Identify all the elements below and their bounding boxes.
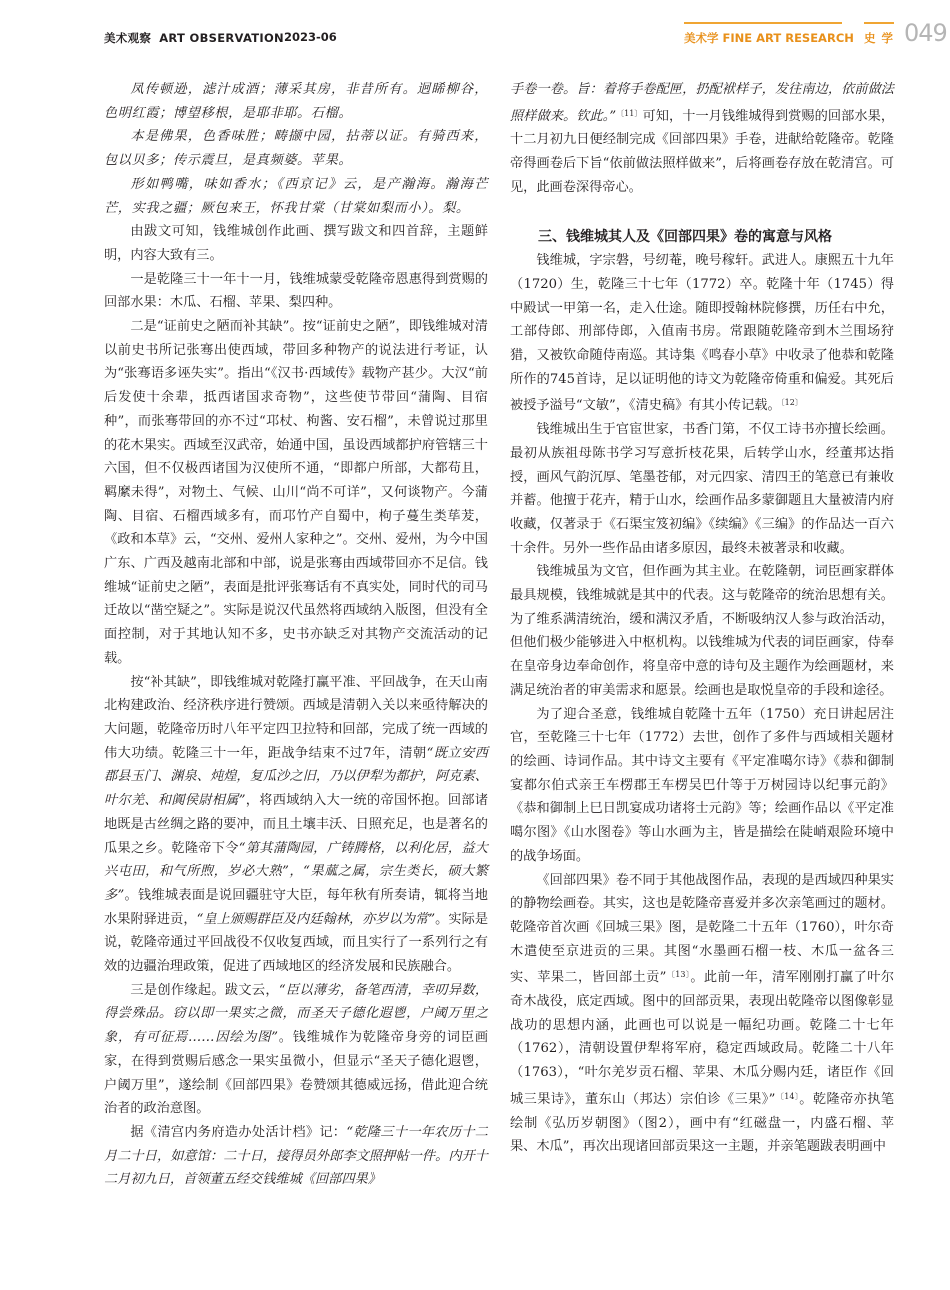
text-run: 三是创作缘起。跋文云， — [130, 982, 279, 998]
right-column — [510, 78, 894, 1159]
paragraph: 钱维城出生于官宦世家，书香门第，不仅工诗书亦擅长绘画。最初从族祖母陈书学习写意折枝花果，后转学山水，经董邦达指授，画风气韵沉厚、笔墨苍郁，对元四家、清四王的笔意已有兼收并蓄。他擅于花卉，精于山水，绘画作品多蒙御题且大量被清内府收藏，仅著录于《石渠宝笈初编》《续编》《三编》的作品达一百六十余件。另外一些作品由诸多原因，最终未被著录和收藏。 — [510, 422, 894, 556]
quotation: “乾隆三十一年农历十二月二十日，如意馆：二十日，接得员外郎李文照押帖一件。内开十二月初九日，首领董五经交钱维城《回部四果》 — [104, 1124, 488, 1188]
header-rule — [684, 22, 842, 24]
issue-date: 2023-06 — [284, 30, 337, 44]
header-rule-short — [864, 22, 894, 24]
page-number: 049 — [904, 19, 947, 47]
journal-title-en: ART OBSERVATION — [159, 31, 284, 45]
text-run: 可知，十一月钱维城得到赏赐的回部水果，十二月初九日便经制完成《回部四果》手卷，进献给乾隆帝。乾隆帝得画卷后下旨“依前做法照样做来”，后将画卷存放在乾清宫。可见，此画卷深得帝心。 — [510, 108, 895, 195]
quotation: “第其蒲陶园，广铸腾格，以利化居，益大兴屯田，和气所煦，岁必大熟”，“果蓏之属，宗生类长，硕大繁多” — [104, 840, 488, 903]
poem-apple: 本是佛果，色香味胜；畴撷中园，拈蒂以证。有骑西来，包以贝多；传示震旦，是真频婆。苹果。 — [104, 129, 488, 169]
section-label: 美术学 FINE ART RESEARCH — [684, 31, 854, 45]
page-header — [0, 0, 950, 60]
footnote-ref: 〔11〕 — [616, 108, 643, 118]
text-run: 。此前一年，清军刚刚打赢了叶尔奇木战役，底定西域。图中的回部贡果，表现出乾隆帝以图像彰显战功的思想内涵，此画也可以说是一幅纪功画。乾隆二十七年（1762），清朝设置伊犁将军府，稳定西域政局。乾隆二十八年（1763），“叶尔羌岁贡石榴、苹果、木瓜分赐内廷，诸臣作《回城三果诗》，董东山（邦达）宗伯诊《三果》” — [510, 970, 895, 1107]
text-run: ，将西域纳入大一统的帝国怀抱。回部诸地既是古丝绸之路的要冲，而且土壤丰沃、日照充足，也是著名的瓜果之乡。乾隆帝下令 — [104, 793, 489, 856]
journal-title — [104, 30, 292, 46]
text-run: 。钱维城表面是说回疆驻守大臣，每年秋有所奏请，辄将当地水果附驿进贡， — [104, 887, 488, 927]
left-column — [104, 78, 488, 1192]
quotation: “皇上颁赐群臣及内廷翰林，亦岁以为常” — [196, 911, 436, 927]
text-run: 按“补其缺”，即钱维城对乾隆打赢平准、平回战争，在天山南北构建政治、经济秩序进行赞颂。西域是清朝入关以来亟待解决的大问题，乾隆帝历时八年平定四卫拉特和回部，完成了统一西域的伟大功绩。乾隆三十一年，距战争结束不过7年，清朝 — [104, 674, 488, 761]
text-run: 《回部四果》卷不同于其他战图作品，表现的是西域四种果实的静物绘画卷。其实，这也是乾隆帝喜爱并多次亲笔画过的题材。乾隆帝首次画《回城三果》图，是乾隆二十五年（1760），叶尔奇木遣使至京进贡的三果。其图“水墨画石榴一枝、木瓜一盆各三实、苹果二，皆回部土贡” — [510, 872, 894, 986]
paragraph: 二是“证前史之陋而补其缺”。按“证前史之陋”，即钱维城对清以前史书所记张骞出使西域，带回多种物产的说法进行考证，认为“张骞语多诬失实”。指出“《汉书·西域传》载物产甚少。大汉“前后发使十余辈，抵西诸国求奇物”，这些使节带回“蒲陶、目宿种”，而张骞带回的亦不过“邛杖、枸酱、安石榴”，未曾说过那里的花木果实。西域至汉武帝，始通中国，虽设西域都护府管辖三十六国，但不仅极西诸国为汉使所不通，“即都户所部，大都苟且，羁縻未得”，对物土、气候、山川“尚不可详”，又何谈物产。今蒲陶、目宿、石榴西域多有，而邛竹产自蜀中，枸子蔓生类荜茇，《政和本草》云，“交州、爱州人家种之”。交州、爱州，为今中国广东、广西及越南北部和中部，说是张骞由西域带回亦不足信。钱维城“证前史之陋”，表面是批评张骞话有不真实处，同时代的司马迁故以“凿空疑之”。实际是说汉代虽然将西域纳入版图，但没有全面控制，对于其地认知不多，史书亦缺乏对其物产交流活动的记载。 — [104, 319, 488, 666]
footnote-ref: 〔12〕 — [780, 398, 803, 408]
paragraph — [510, 249, 894, 418]
paragraph — [104, 979, 488, 1121]
section-heading: 三、钱维城其人及《回部四果》卷的寓意与风格 — [538, 228, 832, 245]
paragraph — [510, 869, 894, 1159]
paragraph: 钱维城虽为文官，但作画为其主业。在乾隆朝，词臣画家群体最具规模，钱维城就是其中的代表。这与乾隆帝的统治思想有关。为了维系满清统治，缓和满汉矛盾，不断吸纳汉人参与政治活动，但他们极少能够进入中枢机构。以钱维城为代表的词臣画家，侍奉在皇帝身边奉命创作，将皇帝中意的诗句及主题作为绘画题材，来满足统治者的审美需求和愿景。绘画也是取悦皇帝的手段和途径。 — [510, 564, 894, 698]
text-run: 据《清宫内务府造办处活计档》记： — [130, 1124, 347, 1140]
paragraph: 为了迎合圣意，钱维城自乾隆十五年（1750）充日讲起居注官，至乾隆三十七年（1772）去世，创作了多件与西域相关题材的绘画、诗词作品。其中诗文主要有《平定准噶尔诗》《恭和御制宴都尔伯式亲王车楞郡王车楞吴巴什等于万树园诗以纪事元韵》《恭和御制上巳日凯宴成功诸将士元韵》等；绘画作品以《平定准噶尔图》《山水图卷》等山水画为主，皆是描绘在陡峭艰险环境中的战争场面。 — [510, 706, 894, 864]
footnote-ref: 〔14〕 — [775, 1091, 800, 1101]
footnote-ref: 〔13〕 — [666, 970, 691, 980]
paragraph — [104, 671, 488, 979]
text-run: 钱维城，字宗磐，号纫菴，晚号稼轩。武进人。康熙五十九年（1720）生，乾隆三十七年（1772）卒。乾隆十年（1745）得中殿试一甲第一名，走入仕途。随即授翰林院修撰，历任右中允，工部侍郎、刑部侍郎，入值南书房。常跟随乾隆帝到木兰围场狩猎，又被钦命随侍南巡。其诗集《鸣春小草》中收录了他恭和乾隆所作的745首诗，足以证明他的诗文为乾隆帝倚重和偏爱。其死后被授予溢号“文敏”，《清史稿》有其小传记载。 — [510, 253, 894, 414]
text-run: 。钱维城作为乾隆帝身旁的词臣画家，在得到赏赐后感念一果实虽微小，但显示“圣天子德化遐鬯，户阈万里”，遂绘制《回部四果》卷赞颂其德威远扬，借此迎合统治者的政治意图。 — [104, 1030, 489, 1117]
paragraph: 一是乾隆三十一年十一月，钱维城蒙受乾隆帝恩惠得到赏赐的回部水果：木瓜、石榴、苹果、梨四种。 — [104, 271, 488, 311]
journal-title-cn: 美术观察 — [104, 31, 152, 45]
poem-pear: 形如鸭嘴，味如香水；《西京记》云，是产瀚海。瀚海芒芒，实我之疆；厥包来王，怀我甘棠（甘棠如梨而小）。梨。 — [104, 176, 488, 216]
quotation: 手卷一卷。旨：着将手卷配匣，扔配袱样子，发往南边，依前做法照样做来。钦此。” — [510, 82, 894, 124]
section-category: 史学 — [864, 31, 899, 45]
paragraph — [104, 1121, 488, 1192]
paragraph — [510, 78, 894, 200]
quotation: “既立安西郡县玉门、渊泉、炖煌，复瓜沙之旧，乃以伊犁为都护，阿克素、叶尔羌、和阗侯尉相属” — [104, 745, 488, 809]
text-run: 。实际是说，乾隆帝通过平回战役不仅收复西域，而且实行了一系列行之有效的边疆治理政策，促进了西域地区的经济发展和民族融合。 — [104, 911, 489, 975]
quotation: “臣以薄劣，备笔西清，幸叨异数，得尝殊品。窃以即一果实之微，而圣天子德化遐鬯，户阈万里之象，有可征焉……因绘为图” — [104, 982, 489, 1046]
poem-pomegranate: 凤传顿逊，滤汁成酒；薄采其房，非昔所有。迥睎柳谷，色明红霞；博望移根，是耶非耶。石榴。 — [104, 82, 488, 121]
text-run: 。乾隆帝亦执笔绘制《弘历岁朝图》（图2），画中有“红磁盘一，内盛石榴、苹果、木瓜”，再次出现诸回部贡果这一主题，并亲笔题跋表明画中 — [510, 1091, 895, 1155]
paragraph: 由跋文可知，钱维城创作此画、撰写跋文和四首辞，主题鲜明，内容大致有三。 — [104, 224, 488, 263]
